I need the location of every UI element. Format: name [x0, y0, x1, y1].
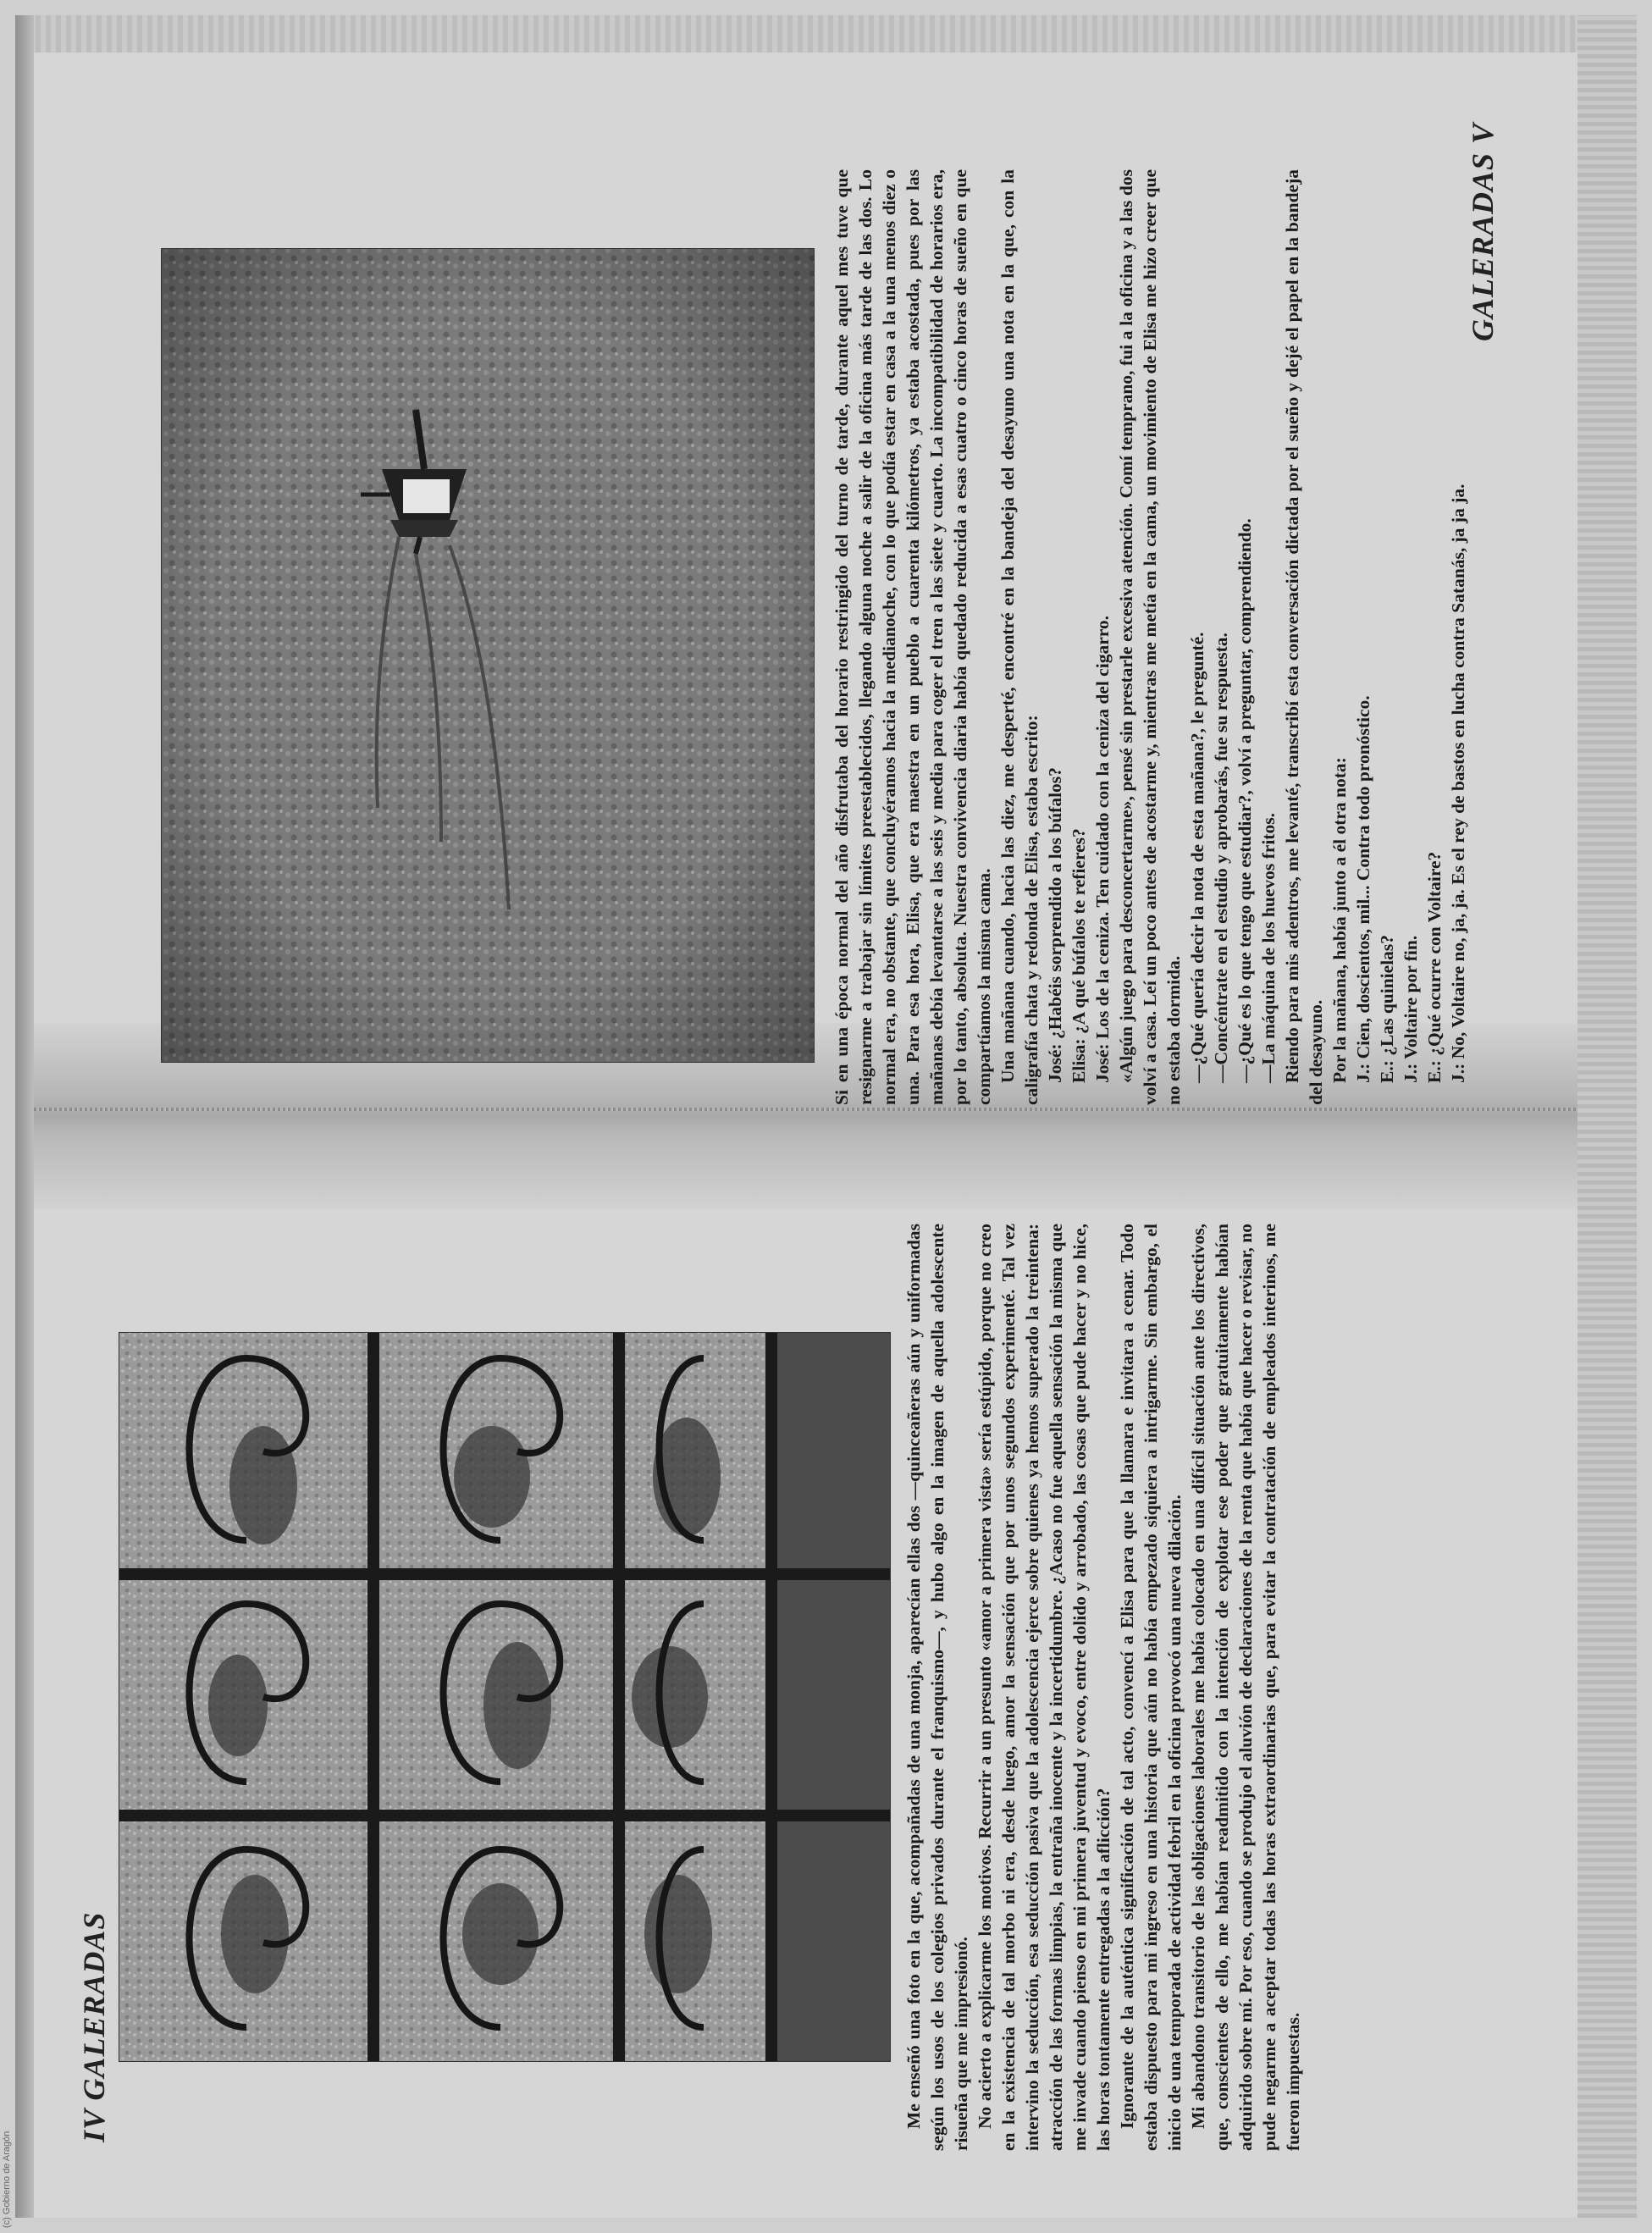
scanner-left-edge	[15, 15, 34, 2218]
left-paragraph: Me enseñó una foto en la que, acompañadas de una monja, aparecían ellas dos —quinceañeras aún y uniformadas según los usos de los colegios privados durante el franquismo—, y hubo algo en la imagen de aquella adolescente risueña que me impresionó.	[903, 1224, 971, 2151]
left-paragraph: Mi abandono transitorio de las obligaciones laborales me había colocado en una difícil situación ante los directivos, que, conscientes de ello, me habían readmitido con la intención de explotar ese poder que gratuitamente habían adquirido sobre mí. Por eso, cuando se produjo el aluvión de declaraciones de la renta que había que hacer o revisar, no pude negarme a aceptar todas las horas extraordinarias que, para evitar la contratación de empleados interinos, me fueron impuestas.	[1188, 1224, 1303, 2151]
left-paragraph: No acierto a explicarme los motivos. Recurrir a un presunto «amor a primera vista» sería estúpido, porque no creo en la existencia de tal morbo ni era, desde luego, amor la sensación que por unos segundos experimenté. Tal vez intervino la seducción, esa seducción pasiva que la adolescencia ejerce sobre quienes ya hemos superado la treintena: atracción de las formas limpias, la entraña inocente y la incertidumbre. ¿Acaso no fue aquella sensación la misma que me invade cuando pienso en mi primera juventud y evoco, entre dolido y arrobado, las cosas que pude hacer y no hice, las horas tontamente entregadas a la aflicción?	[975, 1224, 1113, 2151]
street-lamp-photo	[161, 248, 815, 1063]
dialogue-line: José: ¿Habéis sorprendido a los búfalos?	[1045, 767, 1065, 1083]
dialogue-line: J.: Cien, doscientos, mil... Contra todo pronóstico.	[1353, 695, 1373, 1083]
dialogue-line: E.: ¿Las quinielas?	[1377, 934, 1397, 1083]
dialogue-line: —¿Qué es lo que tengo que estudiar?, volví a preguntar, comprendiendo.	[1235, 518, 1255, 1083]
dialogue-line: Elisa: ¿A qué búfalos te refieres?	[1069, 828, 1089, 1083]
left-paragraph: Ignorante de la auténtica significación de tal acto, convencí a Elisa para que la llamara e invitara a cenar. Todo estaba dispuesto para mi ingreso en una historia que aún no había empezado siquiera a intrigarme. Sin embargo, el inicio de una temporada de actividad febril en la oficina provocó una nueva dilación.	[1117, 1224, 1185, 2151]
dialogue-line: José: Los de la ceniza. Ten cuidado con la ceniza del cigarro.	[1092, 615, 1113, 1083]
left-folio: IV GALERADAS	[77, 1911, 111, 2142]
dialogue-line: J.: No, Voltaire no, ja, ja. Es el rey de bastos en lucha contra Satanás, ja ja ja.	[1448, 484, 1468, 1083]
dialogue-line: —Concéntrate en el estudio y aprobarás, fue su respuesta.	[1211, 633, 1231, 1083]
right-paragraph: «Algún juego para desconcertarme», pensé sin prestarle excesiva atención. Comí temprano, fui a la oficina y a las dos volví a casa. Leí un poco antes de acostarme y, mientras me metía en la cama, un movimiento de Elisa me hizo creer que no estaba dormida.	[1116, 169, 1184, 1105]
right-paragraph: Riendo para mis adentros, me levanté, transcribí esta conversación dictada por el sueño y dejé el papel en la bandeja del desayuno.	[1282, 169, 1326, 1105]
right-paragraph: Si en una época normal del año disfrutaba del horario restringido del turno de tarde, durante aquel mes tuve que resignarme a trabajar sin límites preestablecidos, llegando alguna noche a salir de la oficina más tarde de las dos. Lo normal era, no obstante, que concluyéramos hacia la medianoche, con lo que podía estar en casa a la una menos diez o una. Para esa hora, Elisa, que era maestra en un pueblo a cuarenta kilómetros, ya estaba acostada, pues por las mañanas debía levantarse a las seis y media para coger el tren a las siete y cuarto. La incompatibilidad de horarios era, por lo tanto, absoluta. Nuestra convivencia diaria había quedado reducida a esas cuatro o cinco horas de sueño en que compartíamos la misma cama.	[832, 169, 994, 1105]
right-paragraph: Una mañana cuando, hacia las diez, me desperté, encontré en la bandeja del desayuno una nota en la que, con la caligrafía chata y redonda de Elisa, estaba escrito:	[997, 169, 1041, 1105]
right-body-text	[830, 169, 1470, 1105]
right-page	[68, 97, 1575, 1130]
dialogue-line: E.: ¿Qué ocurre con Voltaire?	[1424, 851, 1445, 1083]
grate-shadow-photo	[119, 1332, 891, 2062]
right-folio: GALERADAS V	[1466, 123, 1500, 342]
right-paragraph: Por la mañana, había junto a él otra nota:	[1329, 757, 1350, 1083]
dialogue-line: —La máquina de los huevos fritos.	[1258, 813, 1279, 1083]
dialogue-line: J.: Voltaire por fin.	[1401, 935, 1421, 1083]
watermark: (c) Gobierno de Aragón	[2, 2131, 12, 2228]
dialogue-line: —¿Qué quería decir la nota de esta mañana?, le pregunté.	[1187, 632, 1207, 1083]
book-spread	[68, 97, 1575, 2180]
left-page	[68, 1147, 1575, 2180]
left-body-text	[902, 1224, 1305, 2151]
scanner-top-strip	[15, 15, 1637, 53]
scanner-right-strip	[1577, 15, 1637, 2218]
